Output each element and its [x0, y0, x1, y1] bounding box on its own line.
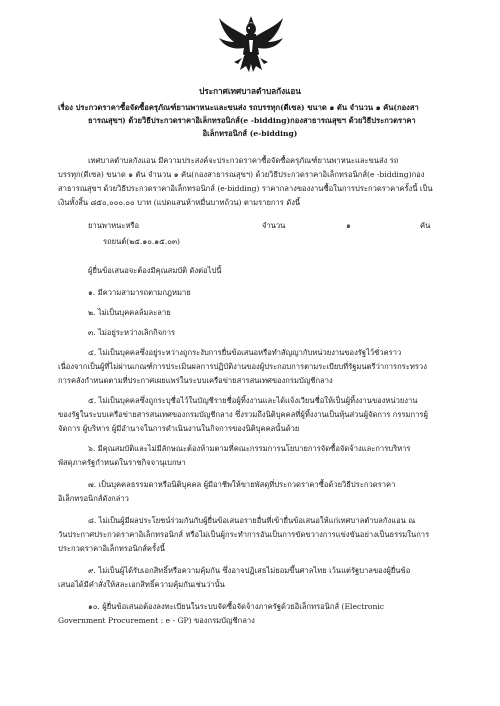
qualification-item: ๕. ไม่เป็นบุคคลซึ่งถูกระบุชื่อไว้ในบัญชีรายชื่อผู้ทิ้งงานและได้แจ้งเวียนชื่อให้เป็นผู้ทิ้งงานของหน่วยงาน	[88, 396, 418, 405]
qualification-item: ๑. มีความสามารถตามกฎหมาย	[88, 288, 191, 297]
qualification-item: เสนอได้มีคำสั่งให้สละเอกสิทธิ์ความคุ้มกันเช่นว่านั้น	[58, 580, 225, 589]
qualification-item: การคลังกำหนดตามที่ประกาศเผยแพร่ในระบบเครือข่ายสารสนเทศของกรมบัญชีกลาง	[58, 376, 333, 385]
qualification-item: ของรัฐในระบบเครือข่ายสารสนเทศของกรมบัญชีกลาง ซึ่งรวมถึงนิติบุคคลที่ผู้ทิ้งงานเป็นหุ้นส่วนผู้จัดการ กรรมการผู้	[58, 410, 428, 419]
item-name: ยานพาหนะหรือ	[88, 221, 140, 230]
qualification-item: เนื่องจากเป็นผู้ที่ไม่ผ่านเกณฑ์การประเมินผลการปฏิบัติงานของผู้ประกอบการตามระเบียบที่รัฐมนตรีว่าการกระทรวง	[58, 362, 427, 371]
intro-line: สาธารณสุขฯ ด้วยวิธีประกวดราคาอิเล็กทรอนิกส์ (e-bidding) ราคากลางของงานซื้อในการประกวดราคาครั้งนี้ เป็น	[58, 184, 433, 193]
intro-line: เงินทั้งสิ้น ๘๕๐,๐๐๐.๐๐ บาท (แปดแสนห้าหมื่นบาทถ้วน) ตามรายการ ดังนี้	[58, 198, 301, 207]
qualification-item: ๒. ไม่เป็นบุคคลล้มละลาย	[88, 308, 171, 317]
intro-line: เทศบาลตำบลกังแอน มีความประสงค์จะประกวดราคาซื้อจัดซื้อครุภัณฑ์ยานพาหนะและขนส่ง รถ	[88, 156, 399, 165]
garuda-emblem-icon	[216, 12, 286, 82]
qualification-item: Government Procurement : e - GP) ของกรมบัญชีกลาง	[58, 616, 255, 625]
qualification-item: ๙. ไม่เป็นผู้ได้รับเอกสิทธิ์หรือความคุ้มกัน ซึ่งอาจปฏิเสธไม่ยอมขึ้นศาลไทย เว้นแต่รัฐบาลของผู้ยื่นข้อ	[88, 566, 411, 575]
qualification-item: ๔. ไม่เป็นบุคคลซึ่งอยู่ระหว่างถูกระงับการยื่นข้อเสนอหรือทำสัญญากับหน่วยงานของรัฐไว้ชั่วคราว	[88, 348, 402, 357]
item-code: รถยนต์(๒๕.๑๐.๑๕.๐๓)	[103, 237, 181, 246]
qualification-item: ๗. เป็นบุคคลธรรมดาหรือนิติบุคคล ผู้มีอาชีพให้ขายพัสดุที่ประกวดราคาซื้อด้วยวิธีประกวดราคา	[88, 480, 396, 489]
qualification-item: ๑๐. ผู้ยื่นข้อเสนอต้องลงทะเบียนในระบบจัดซื้อจัดจ้างภาครัฐด้วยอิเล็กทรอนิกส์ (Electronic	[88, 602, 385, 611]
qualification-item: ๓. ไม่อยู่ระหว่างเลิกกิจการ	[88, 328, 176, 337]
item-unit: คัน	[420, 221, 431, 230]
qualification-item: วันประกาศประกวดราคาอิเล็กทรอนิกส์ หรือไม่เป็นผู้กระทำการอันเป็นการขัดขวางการแข่งขันอย่างเป็นธรรมในการ	[58, 530, 430, 539]
item-qty-label: จำนวน	[262, 221, 286, 230]
subject-line: ธารณสุขฯ) ด้วยวิธีประกวดราคาอิเล็กทรอนิกส์(e -bidding)กองสาธารณสุขฯ ด้วยวิธีประกวดราคา	[88, 116, 416, 125]
qualification-item: จัดการ ผู้บริหาร ผู้มีอำนาจในการดำเนินงานในกิจการของนิติบุคคลนั้นด้วย	[58, 424, 300, 433]
qualification-item: ประกวดราคาอิเล็กทรอนิกส์ครั้งนี้	[58, 544, 165, 553]
qualification-item: ๖. มีคุณสมบัติและไม่มีลักษณะต้องห้ามตามที่คณะกรรมการนโยบายการจัดซื้อจัดจ้างและการบริหาร	[88, 444, 411, 453]
qualification-item: ๘. ไม่เป็นผู้มีผลประโยชน์ร่วมกันกับผู้ยื่นข้อเสนอรายอื่นที่เข้ายื่นข้อเสนอให้แก่เทศบาลตำบลกังแอน ณ	[88, 516, 416, 525]
agency-name: ประกาศเทศบาลตำบลกังแอน	[199, 86, 301, 96]
subject-line: เรื่อง ประกวดราคาซื้อจัดซื้อครุภัณฑ์ยานพาหนะและขนส่ง รถบรรทุก(ดีเซล) ขนาด ๑ ตัน จำนวน ๑ คัน(กองสา	[58, 103, 419, 112]
intro-line: บรรทุก(ดีเซล) ขนาด ๑ ตัน จำนวน ๑ คัน(กองสาธารณสุขฯ) ด้วยวิธีประกวดราคาอิเล็กทรอนิกส์(e -bidding)กอง	[58, 170, 425, 179]
qualification-item: อิเล็กทรอนิกส์ดังกล่าว	[58, 494, 129, 503]
qualification-item: พัสดุภาครัฐกำหนดในราชกิจจานุเบกษา	[58, 458, 186, 467]
item-qty: ๑	[346, 221, 351, 230]
qualification-heading: ผู้ยื่นข้อเสนอจะต้องมีคุณสมบัติ ดังต่อไปนี้	[88, 266, 222, 275]
subject-line: อิเล็กทรอนิกส์ (e-bidding)	[202, 129, 298, 138]
